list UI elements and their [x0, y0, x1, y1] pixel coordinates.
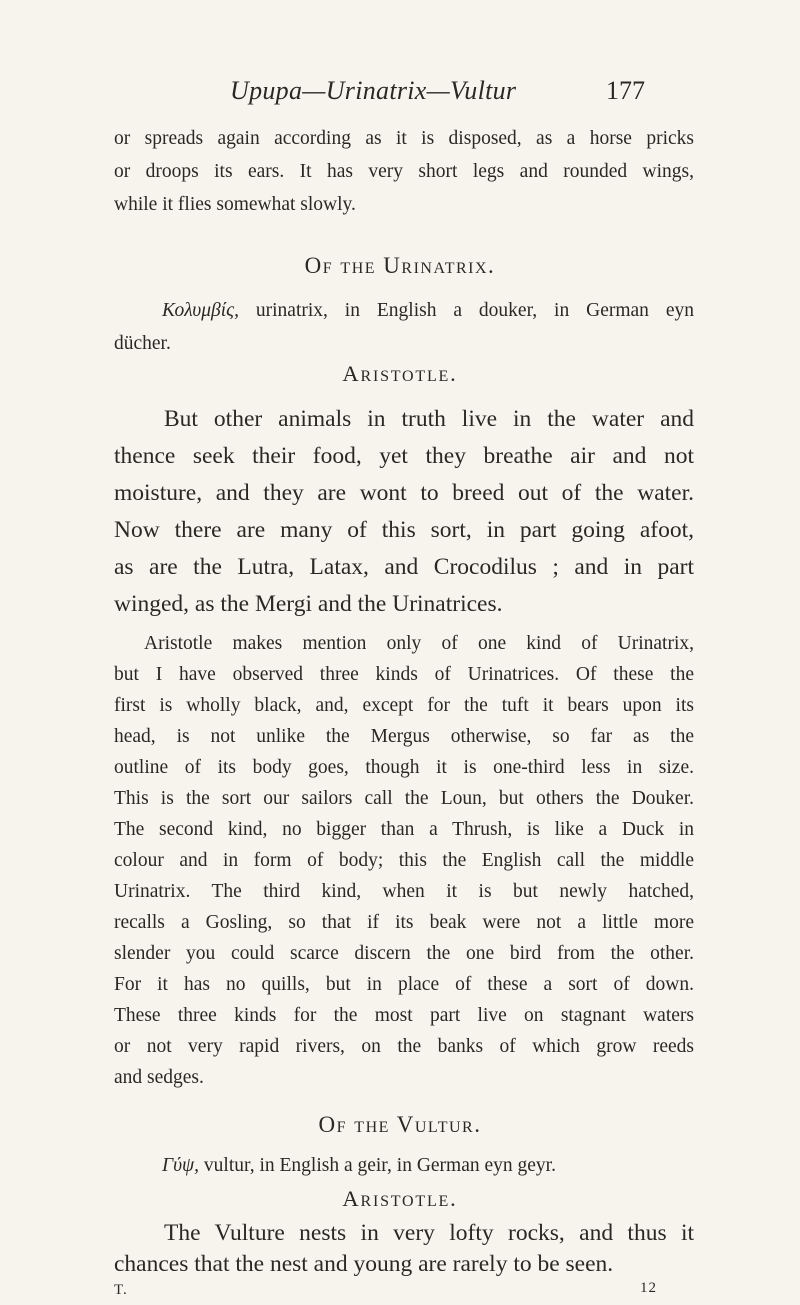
aristotle-quote-line: as are the Lutra, Latax, and Crocodilus ; and in part: [114, 554, 694, 580]
section-heading-urinatrix: Of the Urinatrix.: [304, 253, 496, 278]
aristotle-heading: Aristotle.: [342, 1186, 458, 1211]
commentary-line: colour and in form of body; this the English call the middle: [114, 850, 694, 871]
aristotle-quote-line: chances that the nest and young are rarely to be seen.: [114, 1251, 614, 1277]
commentary-line: but I have observed three kinds of Urinatrices. Of these the: [114, 664, 694, 685]
urinatrix-names-line: dücher.: [114, 333, 171, 354]
aristotle-quote-line: thence seek their food, yet they breathe air and not: [114, 443, 694, 469]
names-text: urinatrix, in English a douker, in German eyn: [255, 300, 694, 321]
commentary-line: These three kinds for the most part live on stagnant waters: [114, 1005, 694, 1026]
folio-number: 12: [640, 1280, 657, 1296]
vultur-names-line: [114, 1150, 694, 1183]
commentary-line: The second kind, no bigger than a Thrush, is like a Duck in: [114, 819, 694, 840]
aristotle-quote-line: Now there are many of this sort, in part going afoot,: [114, 517, 694, 543]
commentary-line: For it has no quills, but in place of these a sort of down.: [114, 974, 694, 995]
names-text: vultur, in English a geir, in German eyn geyr.: [203, 1155, 556, 1176]
commentary-line: first is wholly black, and, except for the tuft it bears upon its: [114, 695, 694, 716]
commentary-line: Aristotle makes mention only of one kind of Urinatrix,: [144, 633, 694, 654]
running-header: [0, 76, 800, 116]
commentary-line: This is the sort our sailors call the Loun, but others the Douker.: [114, 788, 694, 809]
commentary-line: and sedges.: [114, 1067, 204, 1088]
commentary-line: or not very rapid rivers, on the banks of which grow reeds: [114, 1036, 694, 1057]
aristotle-quote-line: The Vulture nests in very lofty rocks, and thus it: [164, 1220, 694, 1246]
commentary-line: slender you could scarce discern the one bird from the other.: [114, 943, 694, 964]
greek-name: Κολυμβίς,: [162, 300, 239, 321]
intro-line: while it flies somewhat slowly.: [114, 194, 356, 215]
intro-line: or droops its ears. It has very short legs and rounded wings,: [114, 161, 694, 182]
commentary-line: Urinatrix. The third kind, when it is but newly hatched,: [114, 881, 694, 902]
page-number: 177: [606, 76, 645, 105]
aristotle-quote-line: moisture, and they are wont to breed out of the water.: [114, 480, 694, 506]
aristotle-quote-line: winged, as the Mergi and the Urinatrices.: [114, 591, 503, 617]
greek-name: Γύψ,: [162, 1155, 200, 1176]
urinatrix-names-line: [114, 295, 694, 328]
commentary-line: head, is not unlike the Mergus otherwise, so far as the: [114, 726, 694, 747]
aristotle-heading: Aristotle.: [342, 361, 458, 386]
intro-line: or spreads again according as it is disposed, as a horse pricks: [114, 128, 694, 149]
signature-mark: T.: [114, 1282, 128, 1298]
commentary-line: outline of its body goes, though it is one-third less in size.: [114, 757, 694, 778]
section-heading-vultur: Of the Vultur.: [318, 1112, 482, 1137]
running-title: Upupa—Urinatrix—Vultur: [230, 76, 517, 105]
aristotle-quote-line: But other animals in truth live in the water and: [164, 406, 694, 432]
commentary-line: recalls a Gosling, so that if its beak were not a little more: [114, 912, 694, 933]
